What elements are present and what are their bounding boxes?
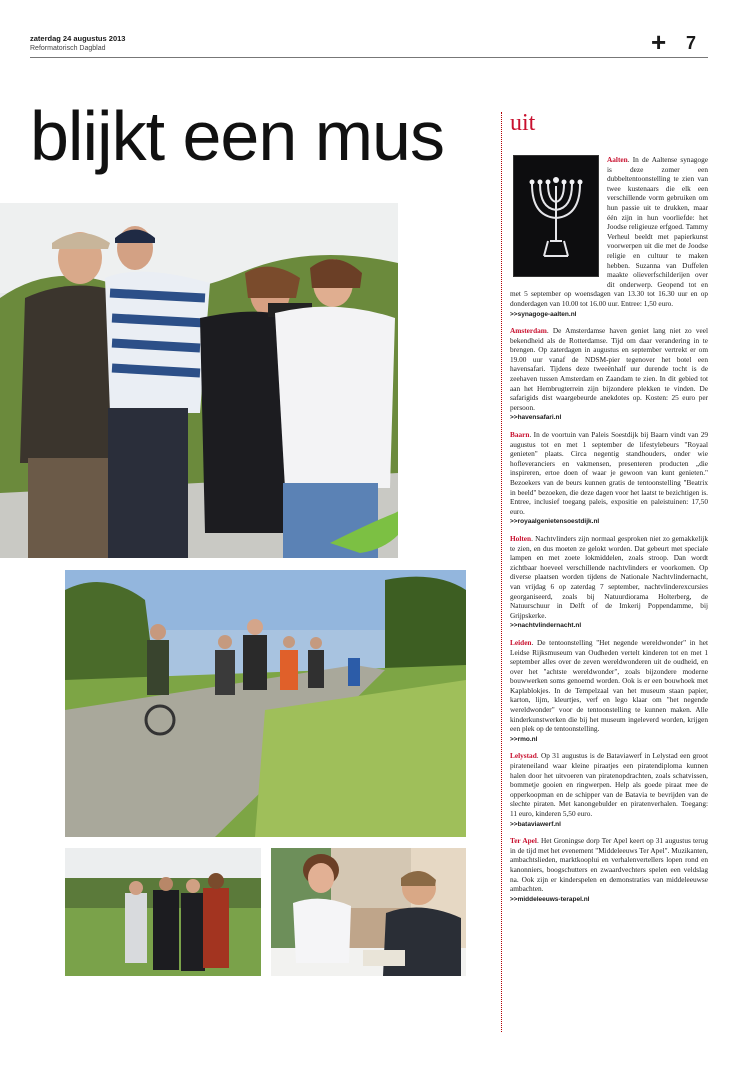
article-link[interactable]: >>havensafari.nl	[510, 414, 562, 422]
article-baarn: Baarn. In de voortuin van Paleis Soestdijk bij Baarn vindt van 29 augustus tot en met 1 september de lifestylebeurs "Royaal genieten" plaats. Circa negentig standhouders, onder wie hofleveranciers en vakmensen, presenteren producten „die inspireren, ertoe doen of waar je gewoon van kunt genieten." Bezoekers van de beurs kunnen gratis de tentoonstelling "Beatrix in beeld" bezoeken, die deze dagen voor het laatst te bezichtigen is. Entree, inclusief toegang paleis, expositie en paleistuinen: 17,50 euro. >>royaalgenietensoestdijk.nl	[510, 430, 708, 526]
article-text: De Amsterdamse haven geniet lang niet zo veel bekendheid als de Rotterdamse. Tijd om daar verandering in te brengen. Op zaterdagen in augustus en september vertrekt er om 19.00 uur vanaf de NDSM-pier tegenover het botel een havensafari. Tijdens deze tweeënhalf uur durende tocht is de zeehaven tussen Amsterdam en Zaandam te zien. In dit gebied tot aan het Hembrugterrein zijn bijzondere plekken te vinden. De safarigids dist waargebeurde anekdotes op. Kosten: 25 euro per persoon.	[510, 326, 708, 412]
article-amsterdam: Amsterdam. De Amsterdamse haven geniet lang niet zo veel bekendheid als de Rotterdamse. Tijd om daar verandering in te brengen. Op zaterdagen in augustus en september vertrekt er om 19.00 uur vanaf de NDSM-pier tegenover het botel een havensafari. Tijdens deze tweeënhalf uur durende tocht is de zeehaven tussen Amsterdam en Zaandam te zien. In dit gebied tot aan het Hembrugterrein zijn bijzondere plekken te vinden. De safarigids dist waargebeurde anekdotes op. Kosten: 25 euro per persoon. >>havensafari.nl	[510, 326, 708, 422]
article-place: Leiden	[510, 637, 532, 647]
column-divider	[501, 112, 502, 1032]
photo-people-reading	[271, 848, 466, 976]
cross-icon: +	[651, 27, 667, 57]
article-aalten: Aalten. In de Aaltense synagoge is deze zomer een dubbeltentoonstelling te zien van twee kustenaars die elk een verschillende vorm gebruiken om hun passie uit te drukken, maar één zijn in hun voorliefde: het Joodse religieuze erfgoed. Tammy Verheul beeldt met papierkunst voorwerpen uit die met de Joodse religie en cultuur te maken hebben. Suzanna van Duffelen maakte olieverfschilderijen over dit onderwerp. Geopend tot en met 5 september op woensdagen van 13.30 tot 16.30 uur en op donderdagen van 10.00 tot 16.00 uur. Entree: 1,50 euro. >>synagoge-aalten.nl	[510, 155, 708, 318]
article-lelystad: Lelystad. Op 31 augustus is de Bataviawerf in Lelystad een groot pirateneiland waar kleine piraatjes een piratendiploma kunnen halen door het uitvoeren van piratenopdrachten, zoals schatvissen, bommetje gooien en ringwerpen. Help als goede piraat mee de opperkoopman en de schipper van de Batavia te bevrijden van de slechte piraten. Met kanongebulder en piratenverhalen. Toegang: 11 euro, kinderen 5,50 euro. >>bataviawerf.nl	[510, 751, 708, 828]
article-link[interactable]: >>rmo.nl	[510, 735, 538, 743]
issue-date: zaterdag 24 augustus 2013	[30, 34, 126, 43]
photo-cyclists	[65, 570, 466, 837]
article-text: Op 31 augustus is de Bataviawerf in Lelystad een groot pirateneiland waar kleine piraatjes een piratendiploma kunnen halen door het uitvoeren van piratenopdrachten, zoals schatvissen, bommetje gooien en ringwerpen. Help als goede piraat mee de opperkoopman en de schipper van de Batavia te bevrijden van de slechte piraten. Met kanongebulder en piratenverhalen. Toegang: 11 euro, kinderen 5,50 euro.	[510, 751, 708, 818]
article-link[interactable]: >>bataviawerf.nl	[510, 820, 561, 828]
article-holten: Holten. Nachtvlinders zijn normaal gesproken niet zo gemakkelijk te zien, en dus moeten ze gelokt worden. Dat gebeurt met speciale lampen en met zoete lokmiddelen, zoals stroop. Dan wordt zichtbaar hoeveel verschillende nachtvlinders er voorkomen. Op diverse plaatsen worden tijdens de Nationale Nachtvlindernacht, van vrijdag 6 op zaterdag 7 september, nachtvlinderexcursies georganiseerd, zoals bij Natuurdiorama Holterberg, de Natuurschuur in Delft of de Imkerij Poppendamme, bij Grijpskerke. >>nachtvlindernacht.nl	[510, 533, 708, 630]
article-ter-apel: Ter Apel. Het Groningse dorp Ter Apel keert op 31 augustus terug in de tijd met het evenement "Middeleeuws Ter Apel". Muzikanten, ambachtslieden, marktkooplui en verhalenvertellers lopen rond en kanonniers, boogschutters en zwaardvechters spelen een veldslag na. Ook zijn er kinderspelen en demonstraties van middeleeuwse ambachten. >>middeleeuws-terapel.nl	[510, 836, 709, 903]
article-leiden: Leiden. De tentoonstelling "Het negende wereldwonder" in het Leidse Rijksmuseum van Oudheden vertelt kinderen tot en met 1 september alles over de zeven wereldwonderen uit de oudheid, en over het "achtste wereldwonder", zoals bijzondere moderne bouwwerken soms genoemd worden. Ook is er een bouwhoek met Kaplablokjes. In de Tempelzaal van het museum staan papier, karton, lijm, kleurtjes, verf en lego klaar om "het negende wereldwonder" voor de tentoonstelling te kunnen maken. Alle kinderkunstwerken die bij het museum ingeleverd worden, krijgen een plek op de tentoonstelling. >>rmo.nl	[510, 637, 708, 743]
section-title: uit	[510, 110, 536, 136]
article-place: Ter Apel	[510, 836, 537, 846]
article-column	[510, 155, 708, 911]
photo-birdwatchers	[0, 203, 398, 558]
article-place: Aalten	[607, 155, 628, 164]
menorah-image	[513, 155, 599, 277]
article-text: Het Groningse dorp Ter Apel keert op 31 augustus terug in de tijd met het evenement "Middeleeuws Ter Apel". Muzikanten, ambachtslieden, marktkooplui en verhalenvertellers lopen rond en kanonniers, boogschutters en zwaardvechters spelen een veldslag na. Ook zijn er kinderspelen en demonstraties van middeleeuwse ambachten.	[510, 836, 709, 894]
article-link[interactable]: >>middeleeuws-terapel.nl	[510, 895, 590, 903]
article-place: Baarn	[510, 430, 530, 440]
article-link[interactable]: >>royaalgenietensoestdijk.nl	[510, 518, 600, 526]
header-rule	[30, 57, 708, 58]
headline: blijkt een mus	[30, 97, 444, 175]
article-link[interactable]: >>nachtvlindernacht.nl	[510, 622, 582, 630]
photo-group-outdoors	[65, 848, 261, 976]
article-text: Nachtvlinders zijn normaal gesproken niet zo gemakkelijk te zien, en dus moeten ze gelokt worden. Dat gebeurt met speciale lampen en met zoete lokmiddelen, zoals stroop. Dan wordt zichtbaar hoeveel verschillende nachtvlinders er voorkomen. Op diverse plaatsen worden tijdens de Nationale Nachtvlindernacht, van vrijdag 6 op zaterdag 7 september, nachtvlinderexcursies georganiseerd, zoals bij Natuurdiorama Holterberg, de Natuurschuur in Delft of de Imkerij Poppendamme, bij Grijpskerke.	[510, 533, 708, 620]
article-place: Lelystad	[510, 751, 537, 761]
page-number: 7	[686, 33, 697, 53]
article-place: Amsterdam	[510, 326, 547, 336]
article-text: De tentoonstelling "Het negende wereldwonder" in het Leidse Rijksmuseum van Oudheden vertelt kinderen tot en met 1 september alles over de zeven wereldwonderen uit de oudheid, en over het "achtste wereldwonder", zoals bijzondere moderne bouwwerken soms genoemd worden. Ook is er een bouwhoek met Kaplablokjes. In de Tempelzaal van het museum staan papier, karton, lijm, kleurtjes, verf en lego klaar om "het negende wereldwonder" voor de tentoonstelling te kunnen maken. Alle kinderkunstwerken die bij het museum ingeleverd worden, krijgen een plek op de tentoonstelling.	[510, 637, 708, 734]
article-link[interactable]: >>synagoge-aalten.nl	[510, 310, 577, 318]
article-text: In de Aaltense synagoge is deze zomer een dubbeltentoonstelling te zien van twee kustenaars die elk een verschillende vorm gebruiken om hun passie uit te drukken, maar één zijn in hun voorliefde: het Joodse religieuze erfgoed. Tammy Verheul beeldt met papierkunst voorwerpen uit die met de Joodse religie en cultuur te maken hebben. Suzanna van Duffelen maakte olieverfschilderijen over dit onderwerp. Geopend tot en met 5 september op woensdagen van 13.30 tot 16.30 uur en op donderdagen van 10.00 tot 16.00 uur. Entree: 1,50 euro.	[510, 155, 708, 308]
article-place: Holten	[510, 533, 532, 543]
newspaper-name: Reformatorisch Dagblad	[30, 45, 106, 52]
article-text: In de voortuin van Paleis Soestdijk bij Baarn vindt van 29 augustus tot en met 1 september de lifestylebeurs "Royaal genieten" plaats. Circa negentig standhouders, onder wie hofleveranciers en vakmensen, presenteren producten „die inspireren, ertoe doen of waar je gewoon van kunt genieten." Bezoekers van de beurs kunnen gratis de tentoonstelling "Beatrix in beeld" bezoeken, die deze dagen voor het laatst te bezichtigen is. Entree, inclusief toegang paleis, expositie en paleistuinen: 17,50 euro.	[510, 430, 708, 516]
